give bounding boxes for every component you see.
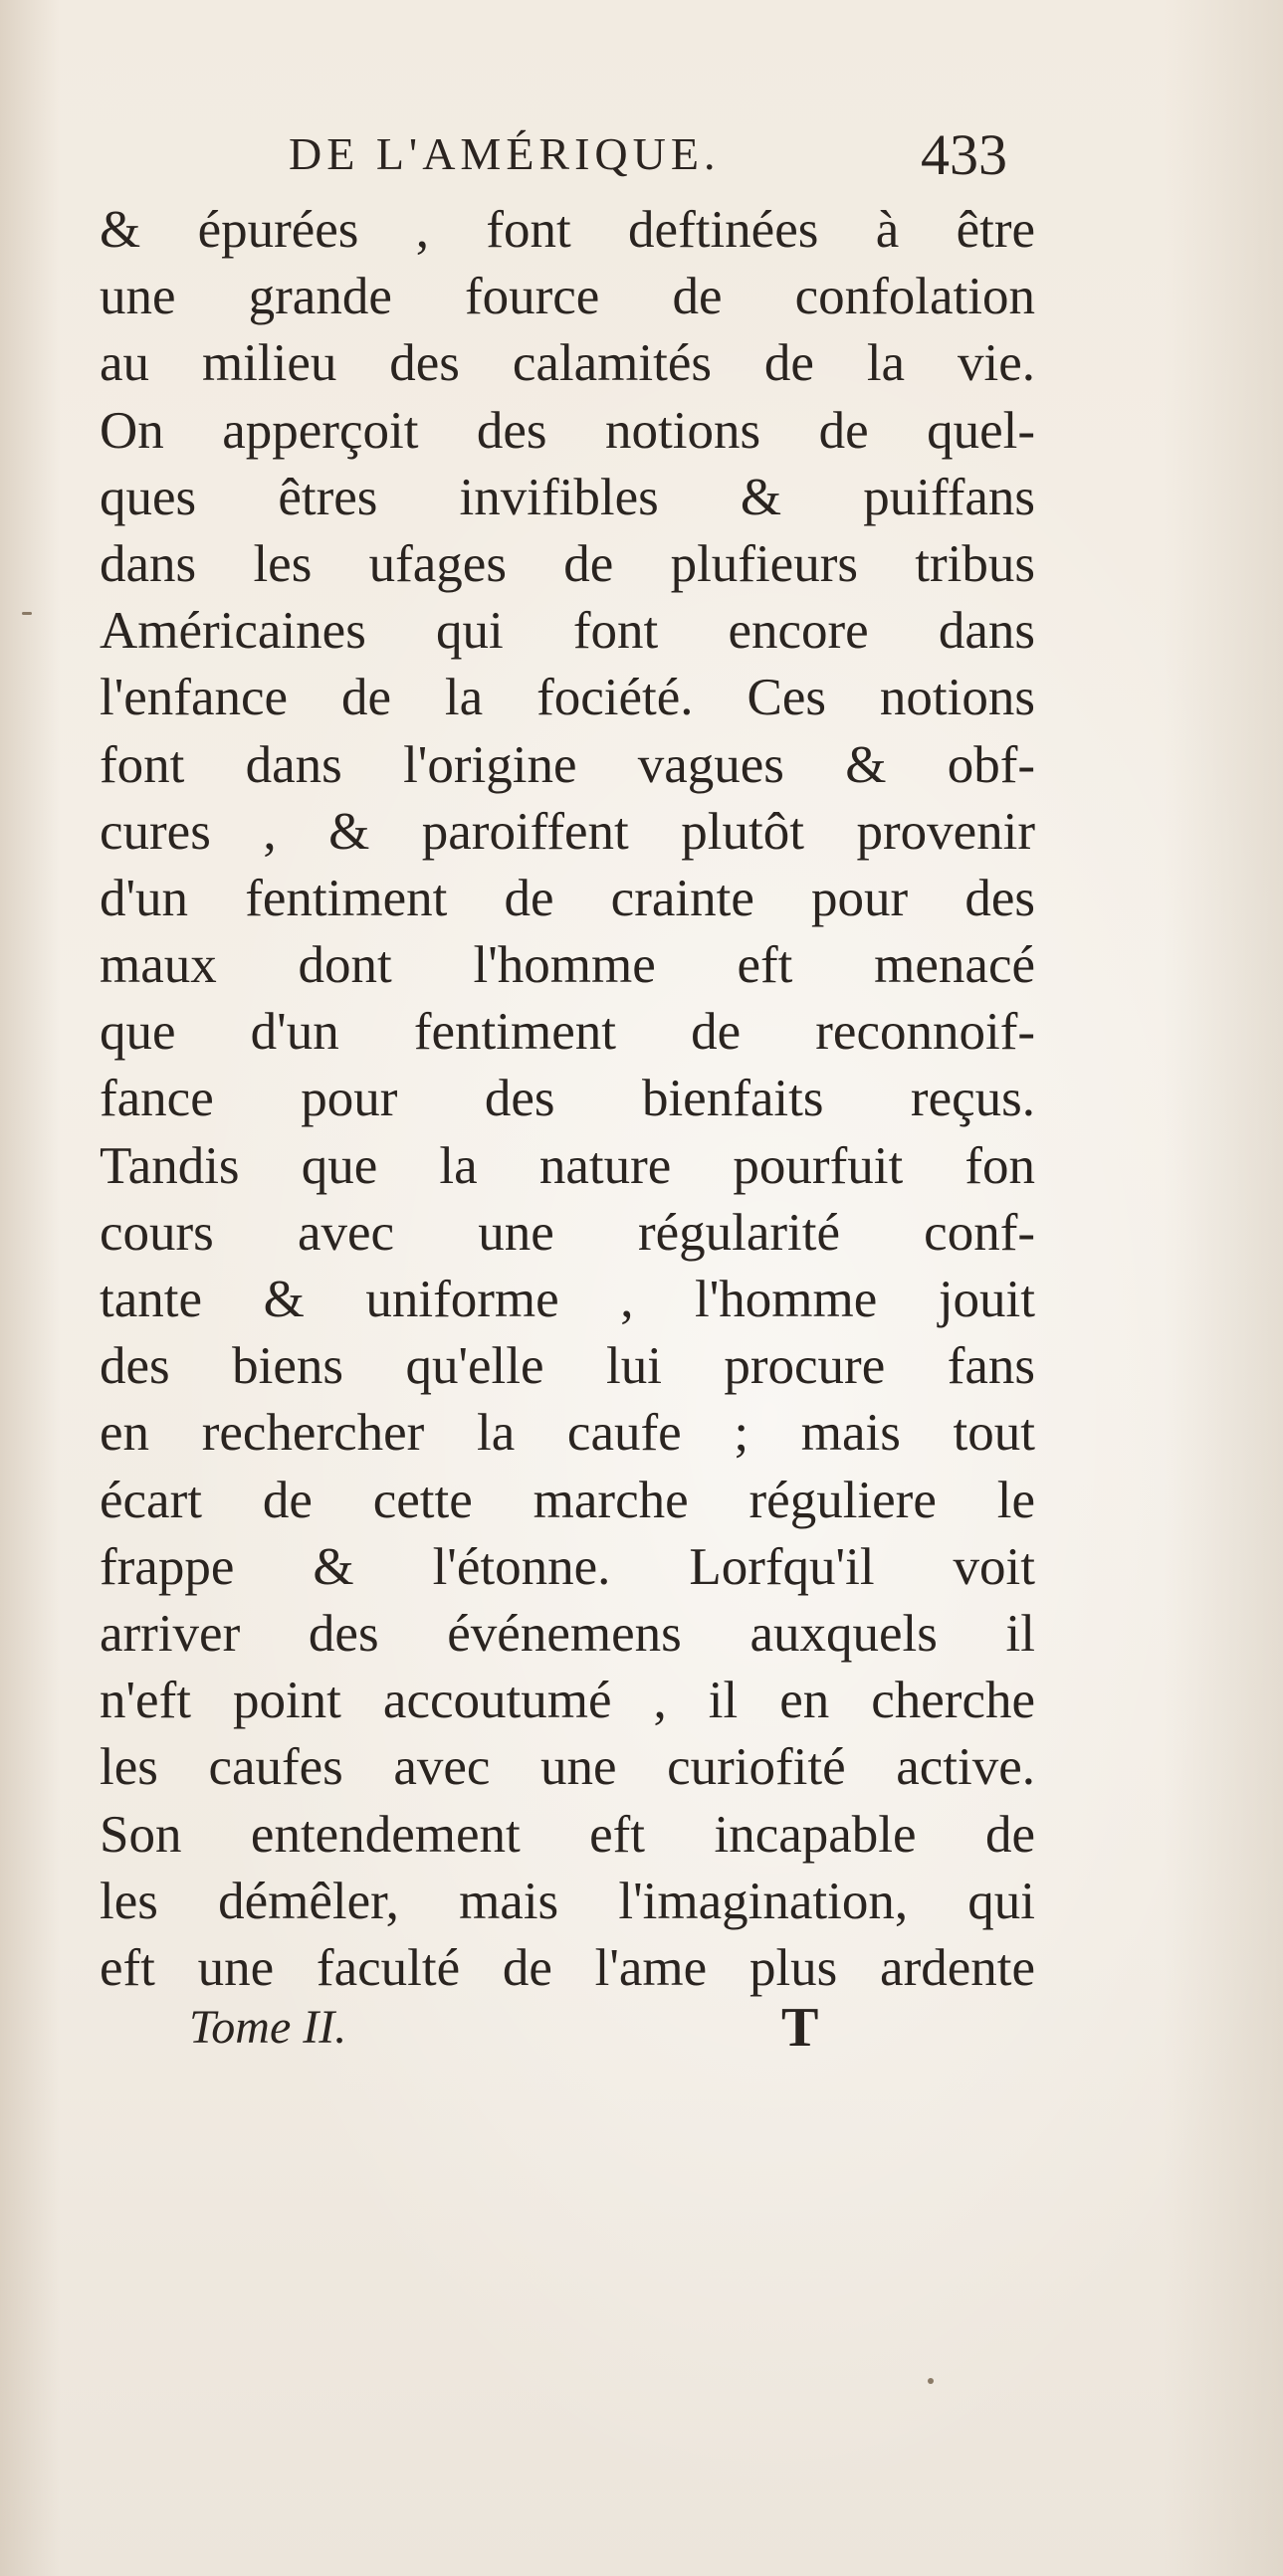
text-line: au milieu des calamités de la vie. [100, 334, 1035, 393]
page-number: 433 [921, 122, 1007, 187]
body-text [100, 197, 1035, 2002]
text-line: tante & uniforme , l'homme jouit [100, 1271, 1035, 1328]
text-line: maux dont l'homme eft menacé [100, 936, 1035, 995]
text-line: On apperçoit des notions de quel- [100, 401, 1035, 460]
text-line: Tandis que la nature pourfuit fon [100, 1136, 1035, 1195]
text-line: dans les ufages de plufieurs tribus [100, 534, 1035, 593]
text-line: font dans l'origine vagues & obf- [100, 735, 1035, 794]
text-line: écart de cette marche réguliere le [100, 1471, 1035, 1529]
text-line: des biens qu'elle lui procure fans [100, 1337, 1035, 1396]
running-title: DE L'AMÉRIQUE. [289, 128, 721, 179]
text-line: en rechercher la caufe ; mais tout [100, 1404, 1035, 1463]
text-line: une grande fource de confolation [100, 268, 1035, 326]
text-line: les caufes avec une curiofité active. [100, 1738, 1035, 1797]
text-line: d'un fentiment de crainte pour des [100, 869, 1035, 927]
page-header [289, 117, 1025, 187]
paper-speck [928, 2378, 934, 2384]
page-footer [189, 1997, 846, 2070]
volume-label: Tome II. [189, 2001, 347, 2054]
signature-mark: T [781, 1997, 819, 2059]
text-line: fance pour des bienfaits reçus. [100, 1070, 1035, 1128]
text-line: ques êtres invifibles & puiffans [100, 468, 1035, 526]
text-line: Américaines qui font encore dans [100, 602, 1035, 661]
text-line: frappe & l'étonne. Lorfqu'il voit [100, 1537, 1035, 1596]
paper-speck [22, 612, 32, 615]
text-line: les démêler, mais l'imagination, qui [100, 1872, 1035, 1930]
text-line: eft une faculté de l'ame plus ardente [100, 1938, 1035, 1997]
text-line: n'eft point accoutumé , il en cherche [100, 1672, 1035, 1730]
text-line: l'enfance de la fociété. Ces notions [100, 669, 1035, 727]
text-line: cures , & paroiffent plutôt provenir [100, 802, 1035, 861]
text-line: Son entendement eft incapable de [100, 1805, 1035, 1864]
text-line: & épurées , font deftinées à être [100, 201, 1035, 259]
text-line: que d'un fentiment de reconnoif- [100, 1003, 1035, 1062]
text-line: cours avec une régularité conf- [100, 1203, 1035, 1262]
text-line: arriver des événemens auxquels il [100, 1604, 1035, 1663]
